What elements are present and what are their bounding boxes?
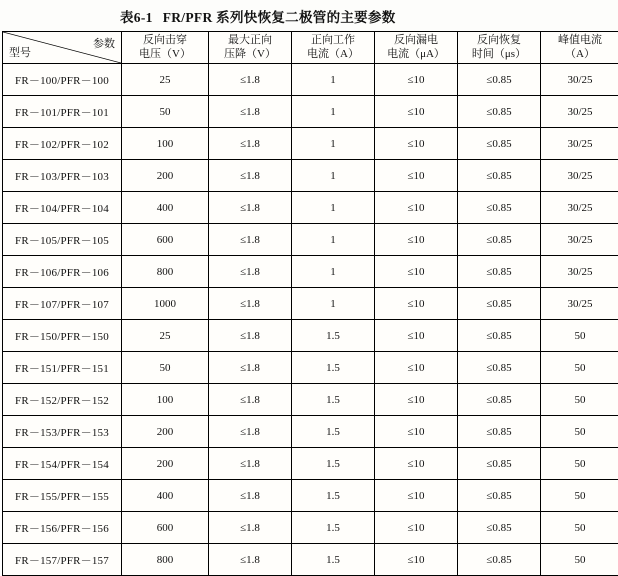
table-row — [3, 512, 618, 544]
cell-model: FR－105/PFR－105 — [3, 224, 122, 256]
cell-peak-current: 50 — [541, 480, 618, 512]
cell-leakage-current: ≤10 — [375, 192, 458, 224]
column-header-recovery-time — [458, 32, 541, 64]
header-line-1: 最大正向 — [209, 34, 291, 48]
header-line-1: 反向击穿 — [122, 34, 208, 48]
cell-peak-current: 50 — [541, 512, 618, 544]
cell-model: FR－157/PFR－157 — [3, 544, 122, 576]
cell-forward-current: 1.5 — [292, 384, 375, 416]
header-row — [3, 32, 618, 64]
cell-leakage-current: ≤10 — [375, 512, 458, 544]
cell-reverse-voltage: 1000 — [122, 288, 209, 320]
cell-peak-current: 30/25 — [541, 224, 618, 256]
cell-reverse-voltage: 100 — [122, 128, 209, 160]
cell-peak-current: 30/25 — [541, 128, 618, 160]
cell-model: FR－152/PFR－152 — [3, 384, 122, 416]
cell-forward-drop: ≤1.8 — [209, 448, 292, 480]
cell-recovery-time: ≤0.85 — [458, 128, 541, 160]
cell-leakage-current: ≤10 — [375, 64, 458, 96]
cell-peak-current: 30/25 — [541, 96, 618, 128]
cell-reverse-voltage: 600 — [122, 224, 209, 256]
cell-peak-current: 50 — [541, 448, 618, 480]
cell-peak-current: 50 — [541, 416, 618, 448]
column-header-peak-current — [541, 32, 618, 64]
cell-recovery-time: ≤0.85 — [458, 448, 541, 480]
cell-recovery-time: ≤0.85 — [458, 416, 541, 448]
cell-model: FR－153/PFR－153 — [3, 416, 122, 448]
cell-model: FR－106/PFR－106 — [3, 256, 122, 288]
table-row — [3, 288, 618, 320]
cell-reverse-voltage: 400 — [122, 480, 209, 512]
cell-forward-drop: ≤1.8 — [209, 288, 292, 320]
cell-leakage-current: ≤10 — [375, 480, 458, 512]
table-row — [3, 96, 618, 128]
cell-recovery-time: ≤0.85 — [458, 480, 541, 512]
table-row — [3, 128, 618, 160]
cell-reverse-voltage: 25 — [122, 320, 209, 352]
cell-model: FR－151/PFR－151 — [3, 352, 122, 384]
table-row — [3, 192, 618, 224]
cell-recovery-time: ≤0.85 — [458, 256, 541, 288]
cell-leakage-current: ≤10 — [375, 448, 458, 480]
cell-recovery-time: ≤0.85 — [458, 160, 541, 192]
cell-model: FR－154/PFR－154 — [3, 448, 122, 480]
cell-recovery-time: ≤0.85 — [458, 512, 541, 544]
cell-peak-current: 50 — [541, 320, 618, 352]
table-body — [3, 64, 618, 576]
corner-model-label: 型号 — [9, 44, 31, 60]
cell-forward-drop: ≤1.8 — [209, 384, 292, 416]
cell-model: FR－100/PFR－100 — [3, 64, 122, 96]
cell-leakage-current: ≤10 — [375, 288, 458, 320]
header-line-1: 峰值电流 — [541, 34, 618, 48]
cell-forward-drop: ≤1.8 — [209, 64, 292, 96]
cell-reverse-voltage: 100 — [122, 384, 209, 416]
cell-recovery-time: ≤0.85 — [458, 192, 541, 224]
cell-reverse-voltage: 400 — [122, 192, 209, 224]
cell-forward-current: 1.5 — [292, 544, 375, 576]
cell-recovery-time: ≤0.85 — [458, 320, 541, 352]
cell-forward-current: 1 — [292, 256, 375, 288]
cell-leakage-current: ≤10 — [375, 544, 458, 576]
header-line-2: 电流（μA） — [375, 48, 457, 62]
cell-forward-drop: ≤1.8 — [209, 512, 292, 544]
table-row — [3, 352, 618, 384]
header-line-1: 正向工作 — [292, 34, 374, 48]
header-line-2: 时间（μs） — [458, 48, 540, 62]
cell-reverse-voltage: 600 — [122, 512, 209, 544]
cell-forward-current: 1.5 — [292, 352, 375, 384]
cell-forward-current: 1 — [292, 160, 375, 192]
cell-peak-current: 50 — [541, 384, 618, 416]
cell-peak-current: 30/25 — [541, 256, 618, 288]
cell-model: FR－107/PFR－107 — [3, 288, 122, 320]
cell-forward-drop: ≤1.8 — [209, 320, 292, 352]
cell-reverse-voltage: 200 — [122, 416, 209, 448]
table-row — [3, 384, 618, 416]
cell-forward-current: 1 — [292, 128, 375, 160]
cell-forward-drop: ≤1.8 — [209, 128, 292, 160]
cell-leakage-current: ≤10 — [375, 320, 458, 352]
column-header-forward-current — [292, 32, 375, 64]
header-line-2: 电流（A） — [292, 48, 374, 62]
cell-forward-current: 1 — [292, 192, 375, 224]
table-caption — [0, 0, 618, 31]
cell-peak-current: 50 — [541, 352, 618, 384]
cell-forward-drop: ≤1.8 — [209, 416, 292, 448]
cell-forward-current: 1 — [292, 64, 375, 96]
cell-model: FR－155/PFR－155 — [3, 480, 122, 512]
cell-forward-drop: ≤1.8 — [209, 96, 292, 128]
column-header-reverse-voltage — [122, 32, 209, 64]
cell-peak-current: 50 — [541, 544, 618, 576]
table-row — [3, 480, 618, 512]
cell-forward-current: 1 — [292, 96, 375, 128]
column-header-forward-drop — [209, 32, 292, 64]
cell-leakage-current: ≤10 — [375, 224, 458, 256]
caption-number: 表6-1 — [120, 6, 153, 26]
table-row — [3, 544, 618, 576]
cell-forward-drop: ≤1.8 — [209, 256, 292, 288]
cell-peak-current: 30/25 — [541, 192, 618, 224]
cell-leakage-current: ≤10 — [375, 160, 458, 192]
table-row — [3, 256, 618, 288]
cell-forward-drop: ≤1.8 — [209, 480, 292, 512]
cell-leakage-current: ≤10 — [375, 384, 458, 416]
header-line-2: 压降（V） — [209, 48, 291, 62]
cell-forward-drop: ≤1.8 — [209, 352, 292, 384]
header-line-2: （A） — [541, 48, 618, 62]
cell-model: FR－103/PFR－103 — [3, 160, 122, 192]
cell-peak-current: 30/25 — [541, 160, 618, 192]
table-row — [3, 448, 618, 480]
cell-recovery-time: ≤0.85 — [458, 288, 541, 320]
cell-forward-current: 1 — [292, 288, 375, 320]
cell-reverse-voltage: 800 — [122, 256, 209, 288]
cell-reverse-voltage: 50 — [122, 352, 209, 384]
cell-forward-drop: ≤1.8 — [209, 160, 292, 192]
cell-model: FR－102/PFR－102 — [3, 128, 122, 160]
caption-text: FR/PFR 系列快恢复二极管的主要参数 — [163, 6, 396, 26]
cell-recovery-time: ≤0.85 — [458, 64, 541, 96]
cell-model: FR－101/PFR－101 — [3, 96, 122, 128]
cell-leakage-current: ≤10 — [375, 96, 458, 128]
cell-peak-current: 30/25 — [541, 288, 618, 320]
cell-forward-drop: ≤1.8 — [209, 192, 292, 224]
cell-forward-drop: ≤1.8 — [209, 544, 292, 576]
cell-forward-current: 1.5 — [292, 512, 375, 544]
cell-leakage-current: ≤10 — [375, 256, 458, 288]
cell-recovery-time: ≤0.85 — [458, 384, 541, 416]
cell-forward-current: 1.5 — [292, 416, 375, 448]
table-row — [3, 160, 618, 192]
column-header-leakage-current — [375, 32, 458, 64]
header-line-1: 反向漏电 — [375, 34, 457, 48]
cell-model: FR－104/PFR－104 — [3, 192, 122, 224]
table-row — [3, 64, 618, 96]
cell-reverse-voltage: 25 — [122, 64, 209, 96]
cell-reverse-voltage: 800 — [122, 544, 209, 576]
corner-header-cell — [3, 32, 122, 64]
header-line-2: 电压（V） — [122, 48, 208, 62]
cell-reverse-voltage: 200 — [122, 160, 209, 192]
cell-leakage-current: ≤10 — [375, 416, 458, 448]
cell-leakage-current: ≤10 — [375, 128, 458, 160]
corner-param-label: 参数 — [93, 35, 115, 51]
cell-forward-current: 1 — [292, 224, 375, 256]
table-header — [3, 32, 618, 64]
parameters-table — [2, 31, 618, 576]
cell-peak-current: 30/25 — [541, 64, 618, 96]
cell-forward-current: 1.5 — [292, 480, 375, 512]
cell-leakage-current: ≤10 — [375, 352, 458, 384]
cell-model: FR－156/PFR－156 — [3, 512, 122, 544]
cell-recovery-time: ≤0.85 — [458, 544, 541, 576]
cell-forward-current: 1.5 — [292, 320, 375, 352]
table-row — [3, 320, 618, 352]
header-line-1: 反向恢复 — [458, 34, 540, 48]
table-row — [3, 224, 618, 256]
cell-forward-current: 1.5 — [292, 448, 375, 480]
cell-recovery-time: ≤0.85 — [458, 224, 541, 256]
cell-recovery-time: ≤0.85 — [458, 352, 541, 384]
cell-reverse-voltage: 50 — [122, 96, 209, 128]
cell-forward-drop: ≤1.8 — [209, 224, 292, 256]
cell-recovery-time: ≤0.85 — [458, 96, 541, 128]
cell-reverse-voltage: 200 — [122, 448, 209, 480]
cell-model: FR－150/PFR－150 — [3, 320, 122, 352]
